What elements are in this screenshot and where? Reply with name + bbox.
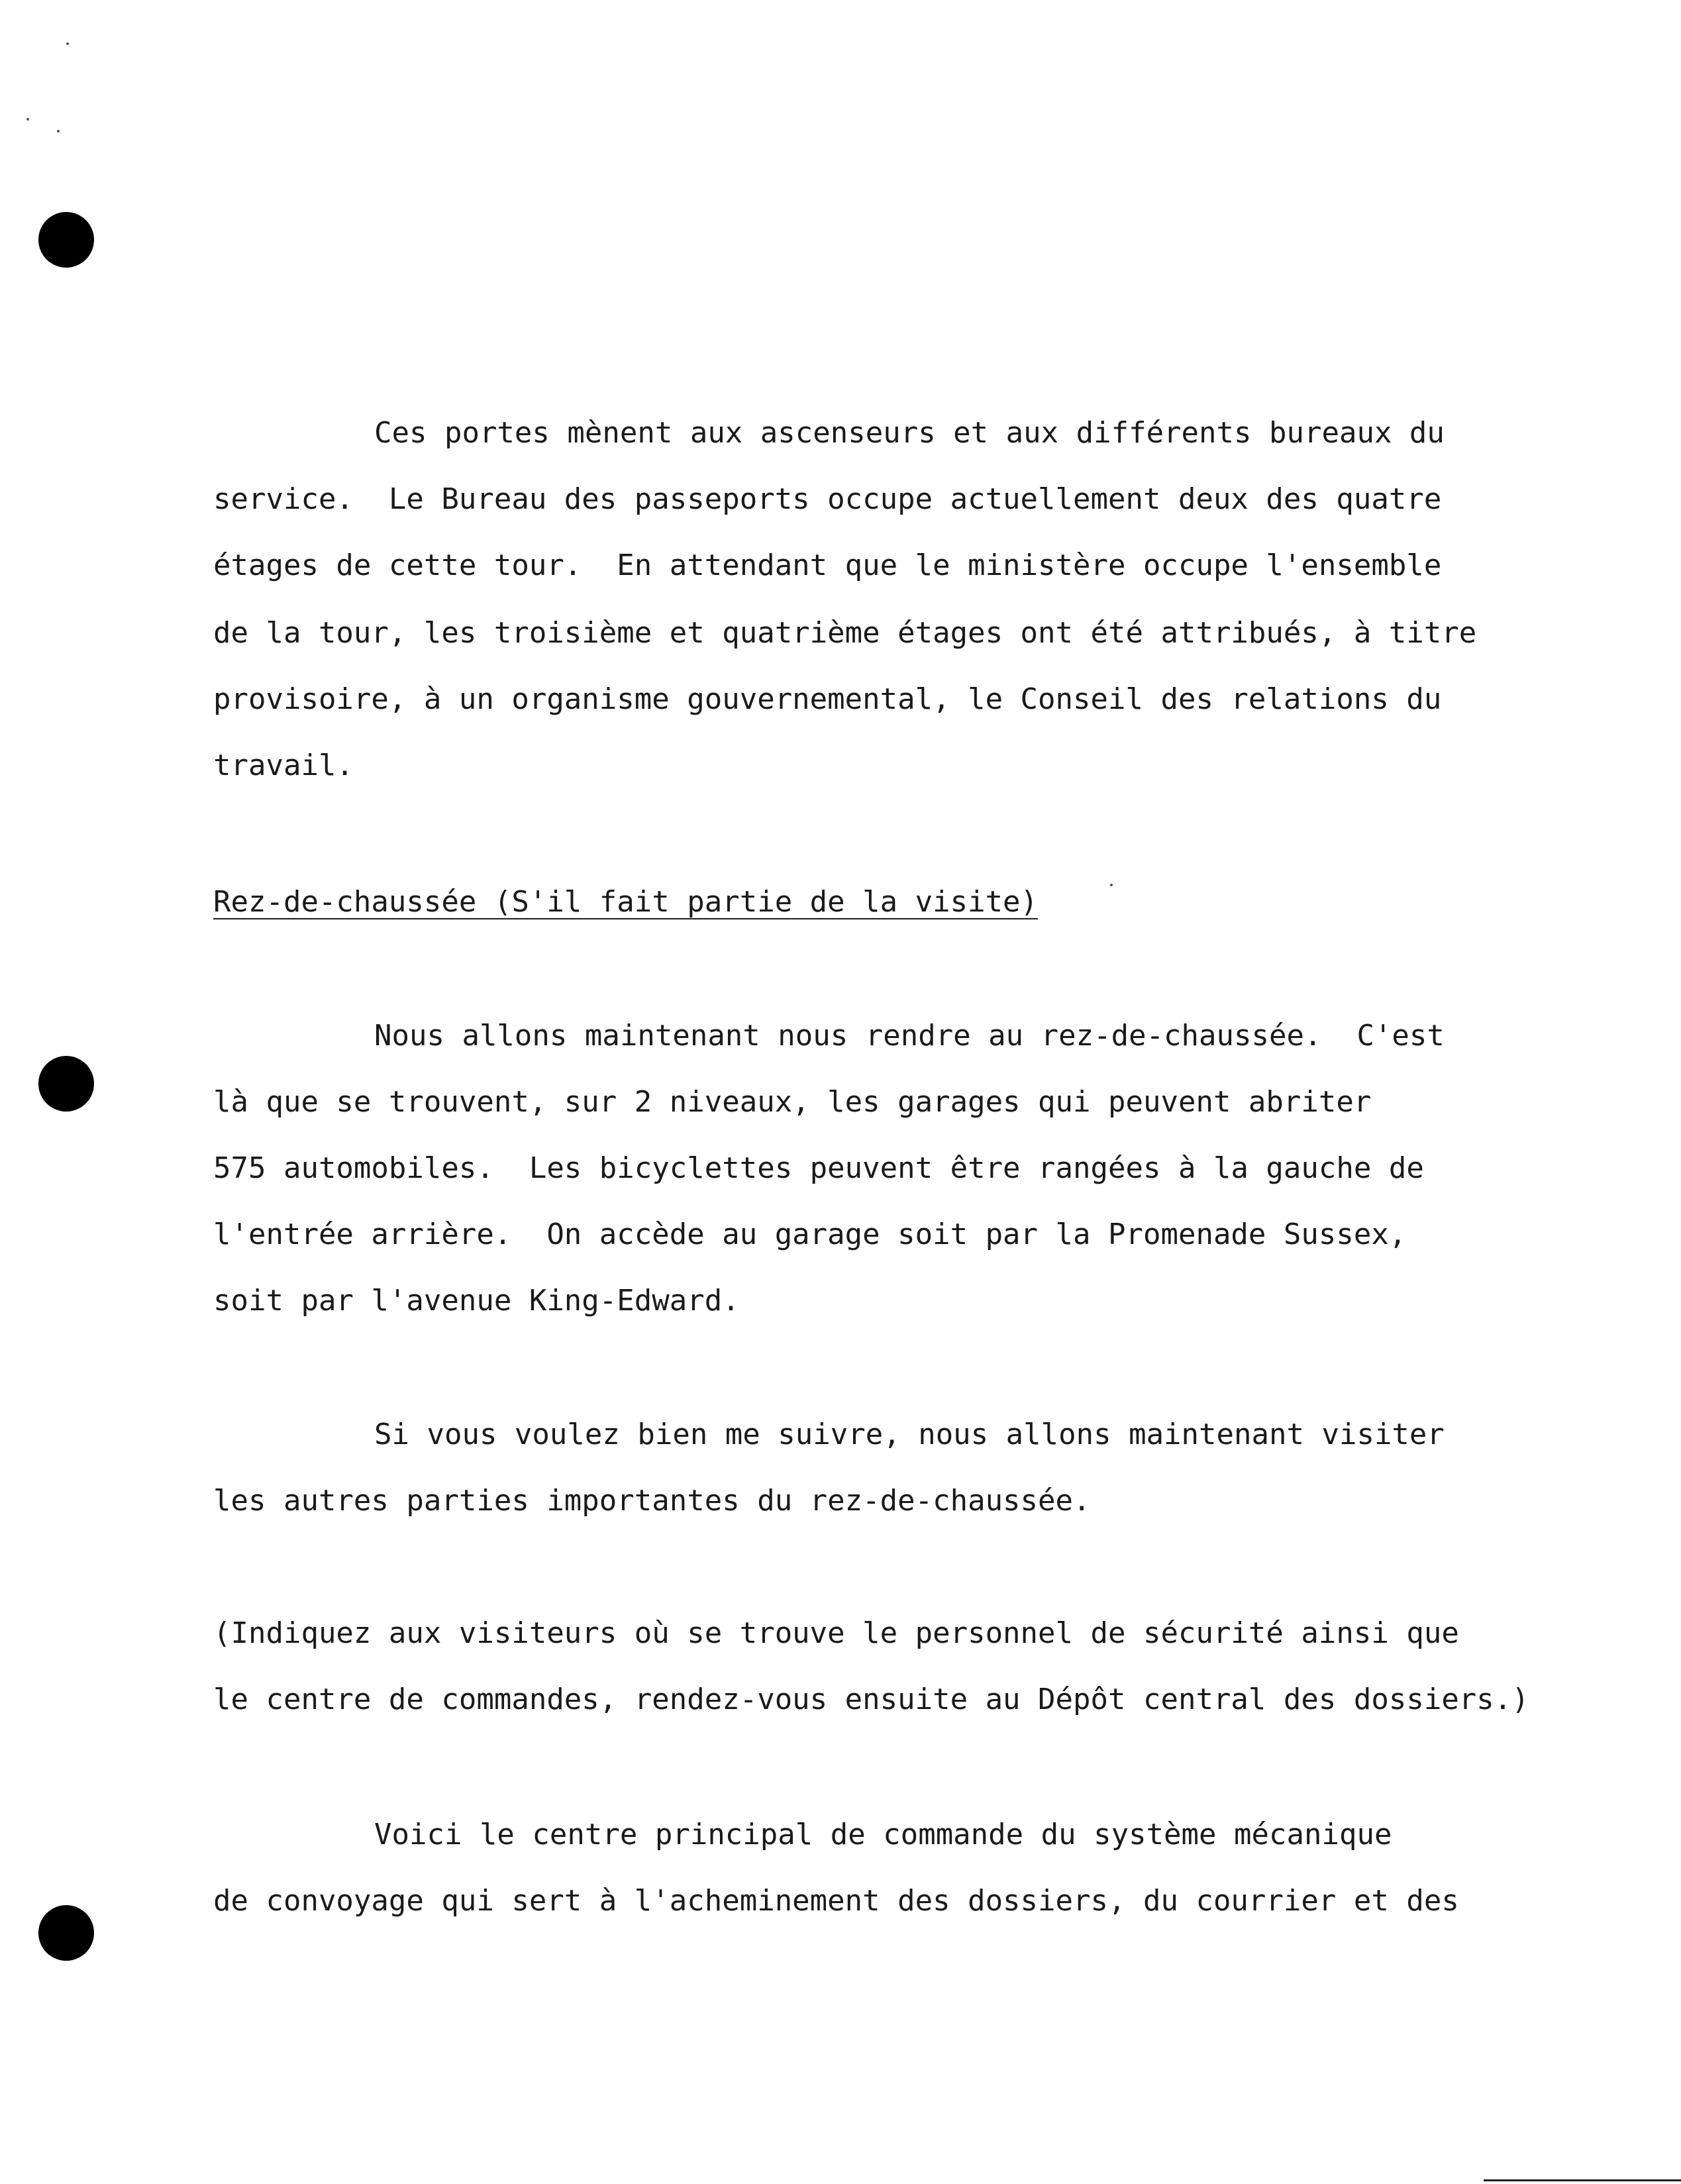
scan-speck — [26, 118, 29, 121]
punch-hole-middle — [38, 1056, 94, 1112]
paragraph-line: les autres parties importantes du rez-de-chaussée. — [213, 1484, 1091, 1518]
paragraph-line: service. Le Bureau des passeports occupe actuellement deux des quatre — [213, 482, 1442, 516]
paragraph-line: provisoire, à un organisme gouvernemental, le Conseil des relations du — [213, 682, 1442, 716]
punch-hole-bottom — [38, 1905, 94, 1961]
scan-speck — [1110, 884, 1113, 886]
paragraph-line: de la tour, les troisième et quatrième étages ont été attribués, à titre — [213, 616, 1477, 650]
paragraph-line: de convoyage qui sert à l'acheminement des dossiers, du courrier et des — [213, 1884, 1459, 1918]
paragraph-line: soit par l'avenue King-Edward. — [213, 1284, 740, 1318]
paragraph-line: Voici le centre principal de commande du système mécanique — [374, 1818, 1392, 1851]
paragraph-line: le centre de commandes, rendez-vous ensuite au Dépôt central des dossiers.) — [213, 1683, 1529, 1716]
paragraph-line: l'entrée arrière. On accède au garage soit par la Promenade Sussex, — [213, 1218, 1407, 1251]
paragraph-line: Si vous voulez bien me suivre, nous allons maintenant visiter — [374, 1418, 1445, 1451]
paragraph-line: Ces portes mènent aux ascenseurs et aux différents bureaux du — [374, 416, 1445, 450]
paragraph-line: là que se trouvent, sur 2 niveaux, les garages qui peuvent abriter — [213, 1085, 1372, 1119]
paragraph-line: étages de cette tour. En attendant que le ministère occupe l'ensemble — [213, 548, 1442, 582]
punch-hole-top — [38, 212, 94, 268]
paragraph-line: 575 automobiles. Les bicyclettes peuvent être rangées à la gauche de — [213, 1151, 1424, 1185]
scan-speck — [57, 130, 60, 132]
section-heading: Rez-de-chaussée (S'il fait partie de la visite) — [213, 885, 1039, 919]
paragraph-line: travail. — [213, 749, 354, 782]
scan-edge-line — [1484, 2179, 1681, 2181]
paragraph-line: Nous allons maintenant nous rendre au rez-de-chaussée. C'est — [374, 1019, 1445, 1053]
paragraph-line: (Indiquez aux visiteurs où se trouve le personnel de sécurité ainsi que — [213, 1616, 1459, 1650]
scan-speck — [66, 42, 69, 45]
